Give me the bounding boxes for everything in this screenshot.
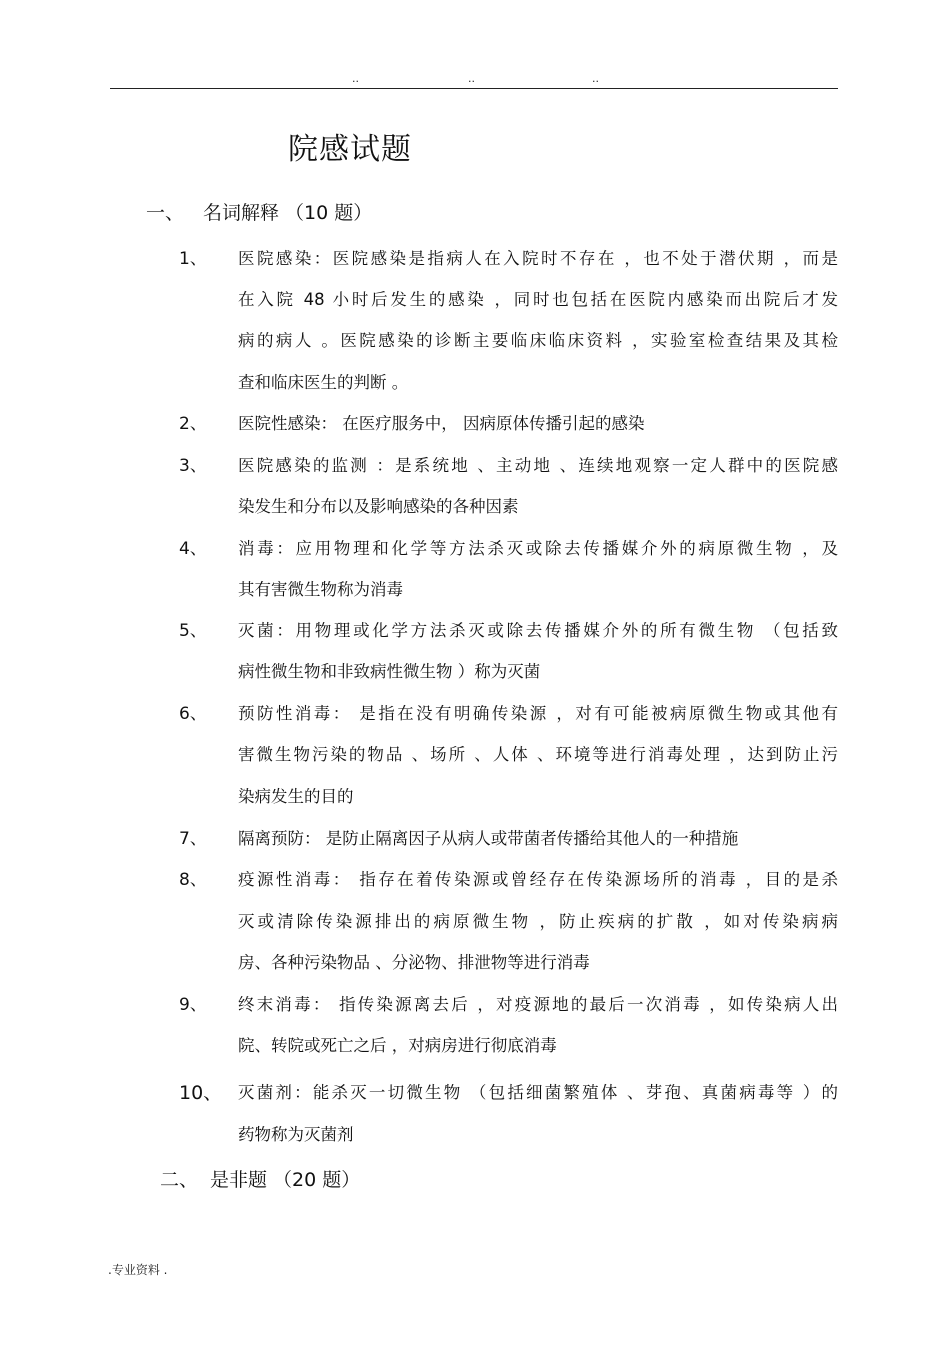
item-3-line-2: 染发生和分布以及影响感染的各种因素 (238, 497, 519, 516)
item-8-line-2: 灭或清除传染源排出的病原微生物 ，防止疾病的扩散 ，如对传染病病 (238, 912, 838, 931)
item-7-line-1: 隔离预防： 是防止隔离因子从病人或带菌者传播给其他人的一种措施 (238, 829, 739, 848)
section-1-title: 名词解释 （10 题） (203, 202, 373, 224)
item-5-line-1: 灭菌：用物理或化学方法杀灭或除去传播媒介外的所有微生物 （包括致 (238, 621, 838, 640)
item-9-line-1: 终末消毒： 指传染源离去后 ，对疫源地的最后一次消毒 ，如传染病人出 (238, 995, 838, 1014)
item-3-number: 3、 (179, 456, 207, 476)
item-8-line-1: 疫源性消毒： 指存在着传染源或曾经存在传染源场所的消毒 ，目的是杀 (238, 870, 838, 889)
item-1-line-4: 查和临床医生的判断 。 (238, 373, 409, 392)
item-9-number: 9、 (179, 995, 207, 1015)
item-8-line-3: 房、各种污染物品 、分泌物、排泄物等进行消毒 (238, 953, 590, 972)
item-3-line-1: 医院感染的监测 ：是系统地 、主动地 、连续地观察一定人群中的医院感 (238, 456, 838, 475)
item-7-number: 7、 (179, 829, 207, 849)
page-header-dots (0, 72, 950, 86)
item-6-line-1: 预防性消毒： 是指在没有明确传染源 ，对有可能被病原微生物或其他有 (238, 704, 838, 723)
section-2-title: 是非题 （20 题） (210, 1169, 361, 1191)
page-footer: .专业资料 . (108, 1263, 168, 1277)
header-dot-1: .. (352, 72, 359, 85)
item-4-line-1: 消毒：应用物理和化学等方法杀灭或除去传播媒介外的病原微生物 ，及 (238, 539, 838, 558)
header-divider (110, 88, 838, 89)
item-2-number: 2、 (179, 414, 207, 434)
item-8-number: 8、 (179, 870, 207, 890)
item-1-number: 1、 (179, 249, 207, 269)
item-6-line-2: 害微生物污染的物品 、场所 、人体 、环境等进行消毒处理 ，达到防止污 (238, 745, 838, 764)
header-dot-3: .. (592, 72, 599, 85)
item-6-number: 6、 (179, 704, 207, 724)
item-10-number: 10、 (179, 1082, 223, 1104)
item-10-line-1: 灭菌剂：能杀灭一切微生物 （包括细菌繁殖体 、芽孢、真菌病毒等 ）的 (238, 1083, 838, 1102)
section-1-number: 一、 (146, 202, 185, 224)
section-2-number: 二、 (160, 1169, 199, 1191)
page-title: 院感试题 (288, 132, 412, 167)
item-5-line-2: 病性微生物和非致病性微生物 ）称为灭菌 (238, 662, 541, 681)
item-5-number: 5、 (179, 621, 207, 641)
item-1-line-3: 病的病人 。医院感染的诊断主要临床临床资料 ，实验室检查结果及其检 (238, 331, 838, 350)
item-4-number: 4、 (179, 539, 207, 559)
item-1-line-2: 在入院 48 小时后发生的感染 ，同时也包括在医院内感染而出院后才发 (238, 290, 838, 309)
item-1-line-1: 医院感染：医院感染是指病人在入院时不存在 ，也不处于潜伏期 ，而是 (238, 249, 838, 268)
item-9-line-2: 院、转院或死亡之后 ，对病房进行彻底消毒 (238, 1036, 557, 1055)
item-4-line-2: 其有害微生物称为消毒 (238, 580, 403, 599)
item-6-line-3: 染病发生的目的 (238, 787, 354, 806)
item-2-line-1: 医院性感染： 在医疗服务中， 因病原体传播引起的感染 (238, 414, 645, 433)
item-10-line-2: 药物称为灭菌剂 (238, 1125, 354, 1144)
header-dot-2: .. (468, 72, 475, 85)
